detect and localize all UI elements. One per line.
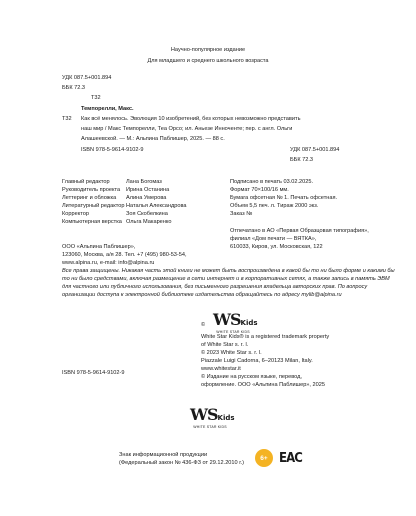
credit-row: [62, 195, 222, 202]
print-paper: Бумага офсетная № 1. Печать офсетная.: [230, 195, 338, 201]
credit-role: Главный редактор: [62, 179, 110, 185]
author-mark: Т32: [91, 95, 101, 101]
printer-line-1: Отпечатано в АО «Первая Образцовая типография»,: [230, 228, 369, 234]
trademark-line-2: of White Star s. r. l.: [201, 342, 249, 348]
record-title-3: Алашеевской. — М.: Альпина Паблишер, 2025. — 88 с.: [81, 136, 225, 142]
logo-kids-bottom: Kids: [217, 414, 235, 422]
credit-person: Наталья Александрова: [126, 203, 187, 209]
record-title-2: наш мир / Макс Темпорелли, Теа Орсо; ил. Аньезе Инноченте; пер. с англ. Ольги: [81, 126, 293, 132]
age-rating-label: 6+: [260, 454, 268, 462]
credit-person: Ольга Макаренко: [126, 219, 172, 225]
bbk-code: ББК 72.3: [62, 85, 86, 91]
genre-line: Научно-популярное издание: [170, 47, 246, 53]
rights-line-3: для частного или публичного использования, без письменного разрешения владельца авторских прав. По вопросу: [62, 284, 368, 290]
printer-line-3: 610033, Киров, ул. Московская, 122: [230, 244, 323, 250]
audience-line: Для младшего и среднего школьного возраста: [147, 58, 269, 64]
age-rating-badge: [255, 449, 273, 467]
logo-ws: WS: [213, 310, 241, 329]
credit-role: Леттеринг и обложка: [62, 195, 117, 201]
credit-row: [62, 179, 222, 186]
trademark-line-1: White Star Kids® is a registered trademark property: [201, 334, 330, 340]
credit-row: [62, 203, 222, 210]
credit-row: [62, 187, 222, 194]
credit-row: [62, 211, 222, 218]
ws-website: www.whitestar.it: [201, 366, 241, 372]
credit-person: Алина Умерова: [126, 195, 167, 201]
credit-role: Компьютерная верстка: [62, 219, 122, 225]
record-title-1: Как всё менялось. Эволюция 10 изобретений, без которых невозможно представить: [81, 116, 301, 122]
publisher-address: 123060, Москва, а/я 28. Тел. +7 (495) 980-53-54,: [62, 252, 187, 258]
ws-address: Piazzale Luigi Cadorna, 6–20123 Milan, Italy.: [201, 358, 313, 364]
white-star-kids-logo: [213, 310, 258, 334]
info-product-sign: Знак информационной продукции: [119, 452, 208, 458]
ru-edition-line-2: оформление. ООО «Альпина Паблишер», 2025: [201, 382, 325, 388]
publisher-web: www.alpina.ru, e-mail: info@alpina.ru: [62, 260, 155, 266]
print-volume: Объем 5,5 печ. л. Тираж 2000 экз.: [230, 203, 319, 209]
federal-law-note: (Федеральный закон № 436-ФЗ от 29.12.2010 г.): [119, 460, 244, 466]
record-code: Т32: [62, 116, 72, 122]
print-format: Формат 70×100/16 мм.: [230, 187, 289, 193]
credit-role: Корректор: [62, 211, 89, 217]
publisher-name: ООО «Альпина Паблишер»,: [62, 244, 136, 250]
credit-person: Ирина Останина: [126, 187, 170, 193]
credit-person: Зоя Скобелкина: [126, 211, 168, 217]
isbn-bottom: ISBN 978-5-9614-9102-9: [62, 370, 125, 376]
copyright-symbol: ©: [201, 322, 206, 328]
credit-person: Лана Богомаз: [126, 179, 162, 185]
eac-mark: EAC: [279, 451, 302, 466]
udk-code-right: УДК 087.5+001.894: [290, 147, 340, 153]
ws-copyright-1: © 2023 White Star s. r. l.: [201, 350, 262, 356]
rights-line-4: организации доступа к электронной библиотеке издательства обращайтесь по адресу mylib@alpina.ru: [62, 292, 342, 298]
logo-caption-bottom: WHITE STAR KIDS: [193, 425, 227, 429]
ru-edition-line-1: © Издание на русском языке, перевод,: [201, 374, 302, 380]
credit-role: Руководитель проекта: [62, 187, 121, 193]
rights-line-2: то ни было средствами, включая размещение в сети интернет и в корпоративных сетях, а также запись в память ЭВМ: [62, 276, 390, 282]
rights-line-1: Все права защищены. Никакая часть этой книги не может быть воспроизведена в какой бы то ни было форме и какими бы: [62, 268, 395, 274]
logo-caption: WHITE STAR KIDS: [216, 330, 250, 334]
printer-line-2: филиал «Дом печати — ВЯТКА»,: [230, 236, 317, 242]
logo-kids: Kids: [240, 319, 258, 327]
print-order: Заказ №: [230, 211, 253, 217]
credit-row: [62, 219, 222, 226]
record-isbn: ISBN 978-5-9614-9102-9: [81, 147, 144, 153]
white-star-kids-logo-bottom: [190, 405, 235, 429]
record-author: Темпорелли, Макс.: [81, 106, 134, 112]
udk-code: УДК 087.5+001.894: [62, 75, 112, 81]
credit-role: Литературный редактор: [62, 203, 125, 209]
print-signed: Подписано в печать 03.02.2025.: [230, 179, 314, 185]
bbk-code-right: ББК 72.3: [290, 157, 314, 163]
logo-ws-bottom: WS: [190, 405, 218, 424]
